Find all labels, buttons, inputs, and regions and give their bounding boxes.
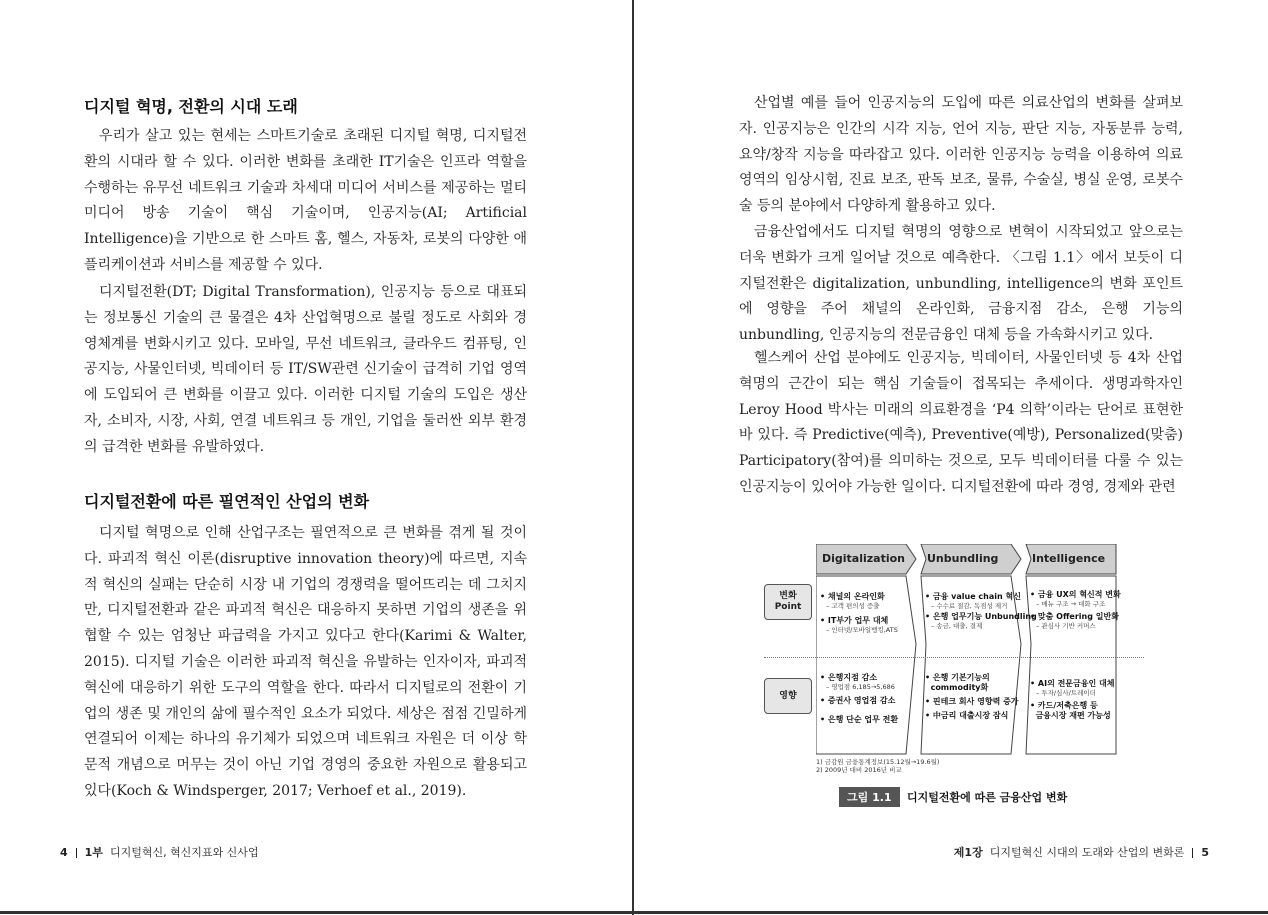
section-title: 디지털 혁명, 전환의 시대 도래 xyxy=(84,97,298,116)
paragraph: 산업별 예를 들어 인공지능의 도입에 따른 의료산업의 변화를 살펴보자. 인공지능은 인간의 시각 지능, 언어 지능, 판단 지능, 자동분류 능력, 요약/창작 지능을 따라잡고 있다. 이러한 인공지능 능력을 이용하여 의료영역의 임상시험, 진료 보조, 판독 보조, 물류, 수술실, 병실 운영, 로봇수술 등의 분야에서 다양하게 활용하고 있다. xyxy=(739,95,1183,215)
figure-caption-label: 그림 1.1 xyxy=(839,787,900,807)
row-label-impact: 영향 xyxy=(764,678,812,714)
page-number: 5 xyxy=(1201,846,1209,859)
figure-item: • 채널의 온라인화 – 고객 편의성 증출 xyxy=(820,592,885,610)
figure-row-divider xyxy=(764,657,1144,658)
page-number: 4 xyxy=(60,846,68,859)
paragraph: 우리가 살고 있는 현세는 스마트기술로 초래된 디지털 혁명, 디지털전환의 시대라 할 수 있다. 이러한 변화를 초래한 IT기술은 인프라 역할을 수행하는 유무선 네트워크 기술과 차세대 미디어 서비스를 제공하는 멀티미디어 방송 기술이 핵심 기술이며, 인공지능(AI; Artificial Intelligence)을 기반으로 한 스마트 홈, 헬스, 자동차, 로봇의 다양한 애플리케이션과 서비스를 제공할 수 있다. xyxy=(84,128,527,273)
footer-part: 1부 xyxy=(84,846,103,859)
figure-item: • IT부가 업무 대체 – 인터넷/모바일뱅킹,ATS xyxy=(820,616,898,634)
figure-item: • 증권사 영업점 감소 xyxy=(820,696,896,705)
footer-title: 디지털혁신, 혁신지표와 신사업 xyxy=(109,846,259,859)
paragraph: 헬스케어 산업 분야에도 인공지능, 빅데이터, 사물인터넷 등 4차 산업혁명의 근간이 되는 핵심 기술들이 접목되는 추세이다. 생명과학자인 Leroy Hood 박사는 미래의 의료환경을 ‘P4 의학’이라는 단어로 표현한 바 있다. 즉 Predictive(예측), Preventive(예방), Personalized(맞춤) Participatory(참여)를 의미하는 것으로, 모두 빅데이터를 다룰 수 있는 인공지능이 있어야 가능한 일이다. 디지털전환에 따라 경영, 경제와 관련 xyxy=(739,350,1183,495)
figure-item: • 금융 value chain 혁신 – 수수료 절감, 독점성 제거 xyxy=(925,592,1021,610)
section-title: 디지털전환에 따른 필연적인 산업의 변화 xyxy=(84,492,370,511)
figure-item: • 은행 업무기능 Unbundling – 송금, 대출, 결제 xyxy=(925,612,1037,630)
figure-item: • 핀테크 회사 영향력 증가 xyxy=(925,697,1019,706)
figure-item: • 금융 UX의 혁신적 변화 – 매뉴 구조 → 대화 구조 xyxy=(1030,590,1121,608)
figure-note: 1) 금감원 금융통계정보(15.12월→19.6월) xyxy=(816,758,940,766)
figure-item: • 中금리 대출시장 잠식 xyxy=(925,711,1009,720)
footer-title: 디지털혁신 시대의 도래와 산업의 변화론 xyxy=(989,846,1185,859)
figure-item: • AI의 전문금융인 대체 – 투자/심사/트레이더 xyxy=(1030,679,1115,697)
footer-separator xyxy=(1192,848,1193,858)
left-page xyxy=(0,0,632,915)
figure-item: • 은행지점 감소 – 영업점 6,185→5,686 xyxy=(820,673,895,691)
figure-item: • 은행 기본기능의 commodity화 xyxy=(925,673,990,692)
figure-item: • 카드/저축은행 등 금융시장 재편 가능성 xyxy=(1030,701,1111,720)
paragraph: 금융산업에서도 디지털 혁명의 영향으로 변혁이 시작되었고 앞으로는 더욱 변화가 크게 일어날 것으로 예측한다. 〈그림 1.1〉에서 보듯이 디지털전환은 digitalization, unbundling, intelligence의 변화 포인트에 영향을 주어 채널의 온라인화, 금융지점 감소, 은행 기능의 unbundling, 인공지능의 전문금융인 대체 등을 가속화시키고 있다. xyxy=(739,224,1183,344)
paragraph: 디지털 혁명으로 인해 산업구조는 필연적으로 큰 변화를 겪게 될 것이다. 파괴적 혁신 이론(disruptive innovation theory)에 따르면, 지속적 혁신의 실패는 단순히 시장 내 기업의 경쟁력을 떨어뜨리는 데 그치지만, 디지털전환과 같은 파괴적 혁신은 대응하지 못하면 기업의 생존을 위협할 수 있는 엄청난 파급력을 가지고 있다고 한다(Karimi & Walter, 2015). 디지털 기술은 이러한 파괴적 혁신을 유발하는 인자이자, 파괴적 혁신에 대응하기 위한 도구의 역할을 한다. 따라서 디지털로의 전환이 기업의 생존 및 개인의 삶에 필수적인 요소가 되었다. 세상은 점점 긴밀하게 연결되어 이제는 하나의 유기체가 되었으며 네트워크 자원은 더 이상 학문적 개념으로 머무는 것이 아닌 기업 경영의 중요한 자원으로 활용되고 있다(Koch & Windsperger, 2017; Verhoef et al., 2019). xyxy=(84,525,527,799)
figure-item: • 은행 단순 업무 전환 xyxy=(820,715,899,724)
row-label-change-point: 변화 Point xyxy=(764,584,812,620)
paragraph: 디지털전환(DT; Digital Transformation), 인공지능 등으로 대표되는 정보통신 기술의 큰 물결은 4차 산업혁명으로 불릴 정도로 사회와 경영체계를 변화시키고 있다. 모바일, 무선 네트워크, 클라우드 컴퓨팅, 인공지능, 사물인터넷, 빅데이터 등 IT/SW관련 신기술이 급격히 기업 영역에 도입되어 큰 변화를 이끌고 있다. 이러한 디지털 기술의 도입은 생산자, 소비자, 시장, 사회, 연결 네트워크 등 개인, 기업을 둘러싼 외부 환경의 급격한 변화를 유발하였다. xyxy=(84,284,527,455)
column-header-unbundling: Unbundling xyxy=(927,552,999,565)
page-footer xyxy=(954,844,1209,860)
column-header-intelligence: Intelligence xyxy=(1032,552,1106,565)
figure-item: • 맞춤 Offering 일반화 – 관심사 기반 커머스 xyxy=(1030,612,1119,630)
footer-separator xyxy=(76,848,77,858)
right-page xyxy=(634,0,1268,915)
figure-financial-change xyxy=(764,544,1154,804)
column-header-digitalization: Digitalization xyxy=(822,552,906,565)
footer-chapter: 제1장 xyxy=(953,846,983,859)
figure-caption-text: 디지털전환에 따른 금융산업 변화 xyxy=(907,791,1068,804)
page-footer xyxy=(60,844,259,860)
figure-note: 2) 2009년 대비 2016년 비교 xyxy=(816,766,902,774)
